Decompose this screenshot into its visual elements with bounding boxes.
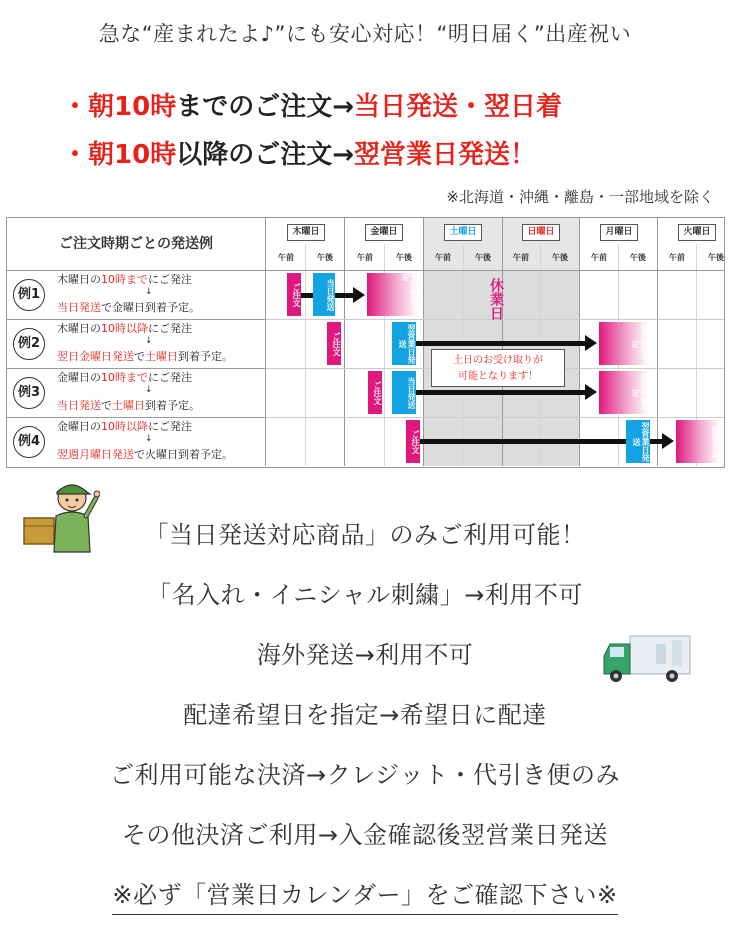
- txt: で: [134, 350, 145, 363]
- txt-red: 翌週月曜日発送: [57, 448, 134, 461]
- ship-tag: 当日発送: [392, 371, 416, 414]
- pm-label: 午後: [552, 253, 568, 262]
- arrive-tag: 翌日到着予定: [599, 322, 649, 365]
- txt: にご発注: [148, 371, 192, 384]
- day-sunday: 日曜日: [522, 224, 560, 241]
- time-cutoff: 朝10時: [88, 92, 177, 122]
- arrive-tag: 翌日到着予定: [367, 273, 419, 316]
- txt-red: 10時以降: [101, 420, 148, 433]
- example-row-4: [7, 417, 266, 466]
- example-line-1: [57, 273, 192, 286]
- schedule-title: ご注文時期ごとの発送例: [7, 218, 266, 271]
- day-friday: 金曜日: [365, 224, 403, 241]
- pm-label: 午後: [475, 253, 491, 262]
- order-tag: ご注文: [327, 322, 341, 365]
- txt: 木曜日の: [57, 322, 101, 335]
- order-tag: ご注文: [406, 420, 420, 463]
- txt: 金曜日の: [57, 420, 101, 433]
- txt-red: 当日発送: [57, 301, 101, 314]
- txt: にご発注: [148, 420, 192, 433]
- timeline-bar: [335, 293, 353, 298]
- next-business-day-shipping: 翌営業日発送！: [354, 140, 537, 170]
- grid-line: [265, 270, 724, 271]
- txt: 金曜日の: [57, 371, 101, 384]
- txt: 木曜日の: [57, 273, 101, 286]
- example-row-1: [7, 270, 266, 320]
- ship-tag: 当日発送: [313, 273, 335, 316]
- bullet-dot: ・: [62, 92, 89, 122]
- example-line-1: [57, 420, 192, 433]
- note-line: 土日のお受け取りが: [453, 355, 543, 366]
- example-badge: 例1: [13, 279, 45, 311]
- timeline-bar: [416, 390, 586, 395]
- txt-red: 翌日金曜日発送: [57, 350, 134, 363]
- calendar-text: ※必ず「営業日カレンダー」をご確認下さい※: [112, 875, 617, 915]
- am-label: 午前: [357, 253, 373, 262]
- timeline-bar: [420, 439, 626, 444]
- pm-label: 午後: [630, 253, 646, 262]
- ship-tag: 翌営業日発送: [626, 420, 650, 463]
- am-label: 午前: [591, 253, 607, 262]
- timeline-arrowhead: [662, 433, 674, 449]
- shipping-rule-after: [62, 134, 536, 171]
- example-badge: 例3: [13, 377, 45, 409]
- am-label: 午前: [278, 253, 294, 262]
- txt-red: 当日発送: [57, 399, 101, 412]
- weekend-pickup-note: [431, 349, 565, 387]
- pm-label: 午後: [317, 253, 333, 262]
- exclusion-note: ※北海道・沖縄・離島・一部地域を除く: [446, 188, 714, 206]
- next-day-arrival: 翌日着: [484, 92, 563, 122]
- txt: にご発注: [148, 322, 192, 335]
- txt-red: 10時以降: [101, 322, 148, 335]
- txt: 到着予定。: [145, 399, 200, 412]
- timeline-arrowhead: [585, 384, 597, 400]
- txt: にご発注: [148, 273, 192, 286]
- example-line-3: [57, 301, 200, 314]
- rule-text: までのご注文→: [176, 92, 354, 122]
- am-label: 午前: [435, 253, 451, 262]
- timeline-bar: [650, 439, 662, 444]
- timeline-arrowhead: [353, 287, 365, 303]
- day-tuesday: 火曜日: [678, 224, 716, 241]
- timeline-bar: [416, 341, 586, 346]
- am-label: 午前: [669, 253, 685, 262]
- example-row-3: [7, 368, 266, 418]
- ship-tag: 翌営業日発送: [392, 322, 416, 365]
- note-delivery-date: 配達希望日を指定→希望日に配達: [183, 701, 547, 729]
- txt-red: 土曜日: [112, 399, 145, 412]
- down-arrow: ↓: [145, 336, 153, 346]
- txt-red: 10時まで: [101, 273, 148, 286]
- timeline-bar: [301, 293, 313, 298]
- order-tag: ご注文: [368, 371, 382, 414]
- example-row-2: [7, 319, 266, 369]
- grid-line: [305, 244, 306, 466]
- order-tag: ご注文: [287, 273, 301, 316]
- grid-line: [265, 417, 724, 418]
- note-same-day-only: 「当日発送対応商品」のみご利用可能！: [144, 521, 586, 549]
- note-payment: ご利用可能な決済→クレジット・代引き便のみ: [109, 761, 620, 789]
- note-calendar: [0, 875, 730, 915]
- time-cutoff: 朝10時: [88, 140, 177, 170]
- down-arrow: ↓: [145, 287, 153, 297]
- arrive-tag: 到着予定: [676, 420, 720, 463]
- down-arrow: ↓: [145, 385, 153, 395]
- day-thursday: 木曜日: [287, 224, 325, 241]
- arrive-tag: 翌日到着予定: [599, 371, 649, 414]
- txt: で金曜日到着予定。: [101, 301, 200, 314]
- txt: 到着予定。: [178, 350, 233, 363]
- example-line-3: [57, 448, 233, 461]
- am-label: 午前: [513, 253, 529, 262]
- example-badge: 例4: [13, 426, 45, 458]
- header-tagline: 急な“産まれたよ♪”にも安心対応！“明日届く”出産祝い: [98, 22, 632, 46]
- txt-red: 土曜日: [145, 350, 178, 363]
- example-line-3: [57, 350, 233, 363]
- txt-red: 10時まで: [101, 371, 148, 384]
- shipping-rule-morning: [62, 86, 562, 123]
- day-saturday: 土曜日: [444, 224, 482, 241]
- note-overseas: 海外発送→利用不可: [256, 641, 474, 669]
- example-badge: 例2: [13, 328, 45, 360]
- same-day-shipping: 当日発送: [354, 92, 459, 122]
- note-other-payment: その他決済ご利用→入金確認後翌営業日発送: [121, 821, 609, 849]
- pm-label: 午後: [396, 253, 412, 262]
- day-monday: 月曜日: [600, 224, 638, 241]
- pm-label: 午後: [708, 253, 724, 262]
- separator: ・: [458, 92, 485, 122]
- holiday-label: 休業日: [488, 278, 504, 320]
- note-line: 可能となります！: [458, 371, 538, 382]
- txt: で火曜日到着予定。: [134, 448, 233, 461]
- down-arrow: ↓: [145, 434, 153, 444]
- note-engraving: 「名入れ・イニシャル刺繍」→利用不可: [147, 581, 583, 609]
- timeline-arrowhead: [585, 335, 597, 351]
- rule-text: 以降のご注文→: [176, 140, 354, 170]
- shipping-schedule-table: [6, 217, 725, 468]
- txt: で: [101, 399, 112, 412]
- example-line-1: [57, 371, 192, 384]
- example-line-3: [57, 399, 200, 412]
- example-line-1: [57, 322, 192, 335]
- bullet-dot: ・: [62, 140, 89, 170]
